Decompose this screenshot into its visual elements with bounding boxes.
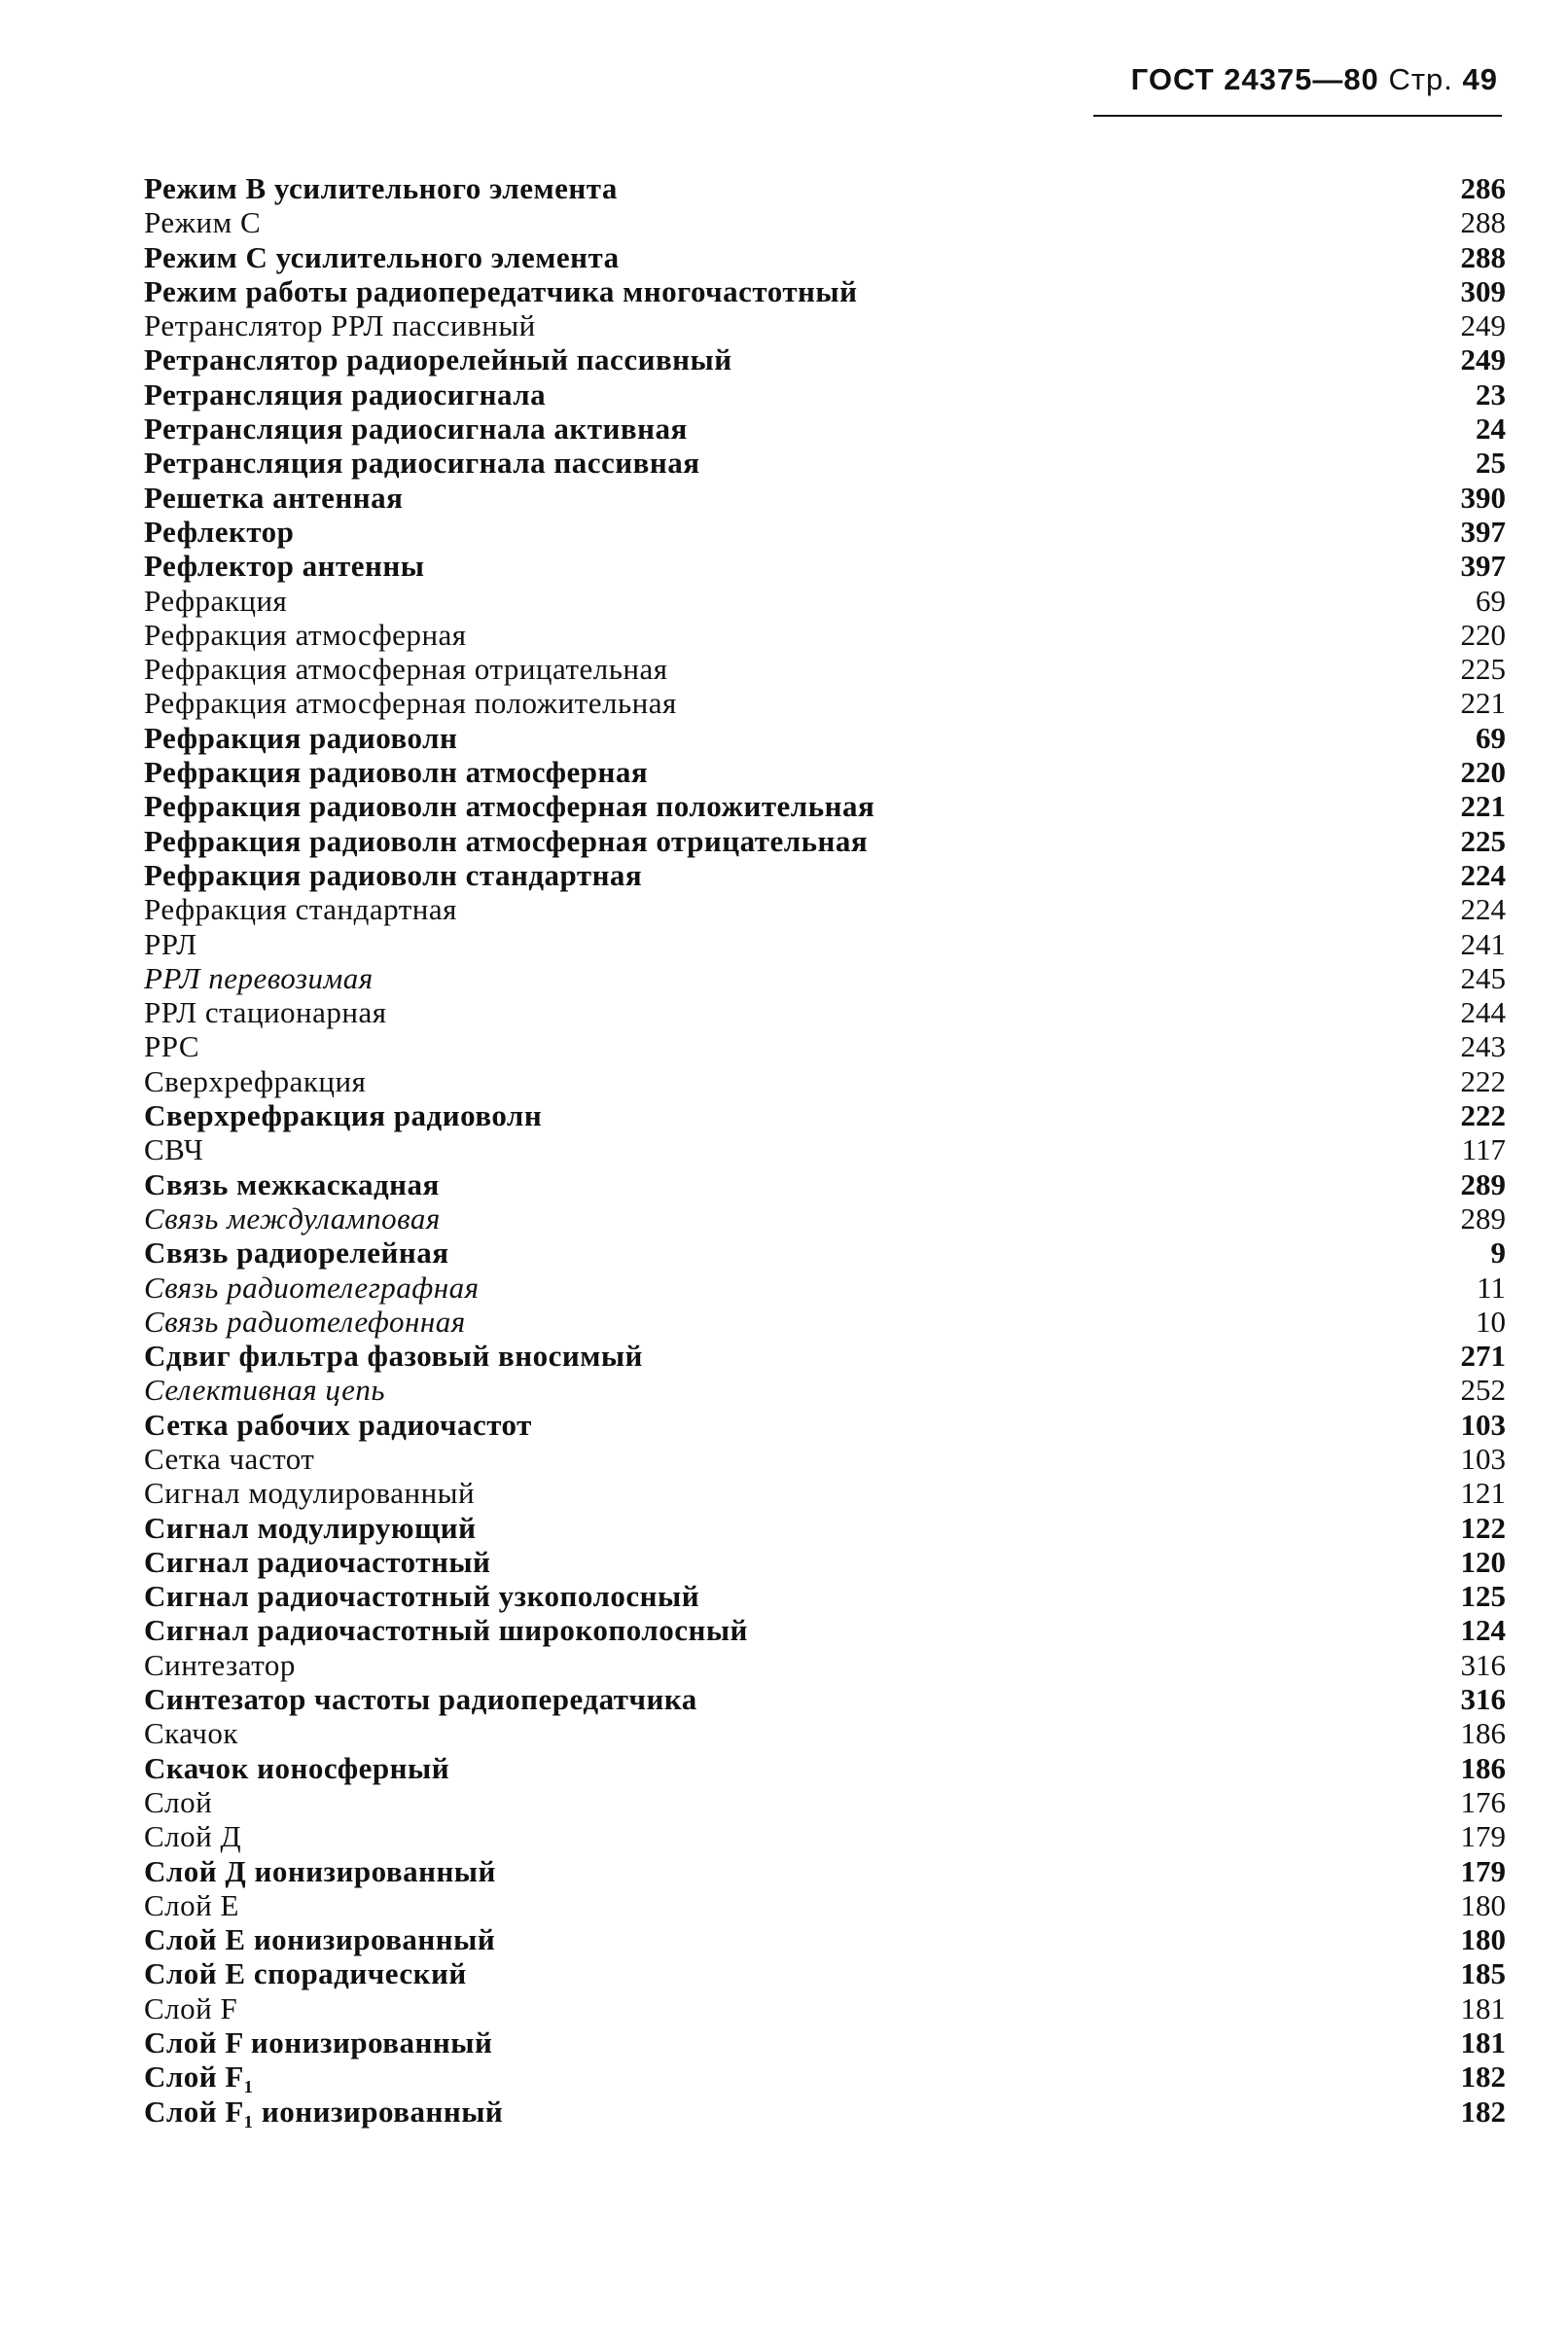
index-page-number: 249 (1460, 342, 1506, 377)
index-entry (144, 1408, 1506, 1442)
index-entry (144, 858, 1506, 892)
index-page-number: 124 (1460, 1613, 1506, 1648)
index-term: РРЛ (144, 926, 197, 961)
index-page-number: 221 (1460, 686, 1506, 721)
index-term: Ретрансляция радиосигнала пассивная (144, 446, 700, 481)
index-entry (144, 995, 1506, 1029)
index-page-number: 11 (1477, 1270, 1506, 1305)
index-entry (144, 1888, 1506, 1922)
index-page-number: 286 (1460, 171, 1506, 205)
index-page-number: 180 (1460, 1922, 1506, 1957)
index-term: Сигнал радиочастотный широкополосный (144, 1613, 748, 1648)
index-term: Слой F ионизированный (144, 2025, 493, 2060)
index-page-number: 225 (1460, 823, 1506, 858)
index-term: Рефракция атмосферная положительная (144, 686, 677, 721)
index-term: Связь междуламповая (144, 1200, 441, 1236)
index-page-number: 288 (1460, 205, 1506, 240)
index-page-number: 25 (1476, 446, 1506, 481)
index-entry (144, 2095, 1506, 2129)
index-page-number: 397 (1460, 514, 1506, 549)
index-page-number: 225 (1460, 652, 1506, 687)
index-page-number: 316 (1460, 1682, 1506, 1717)
index-entry (144, 1682, 1506, 1716)
index-term: Рефракция атмосферная отрицательная (144, 652, 668, 687)
index-entry (144, 412, 1506, 446)
index-page-number: 186 (1460, 1750, 1506, 1785)
index-entry (144, 1579, 1506, 1613)
index-entry (144, 1167, 1506, 1201)
index-term: Рефракция радиоволн атмосферная (144, 755, 649, 790)
index-term: Рефракция атмосферная (144, 617, 467, 652)
index-entry (144, 1956, 1506, 1990)
index-page-number: 390 (1460, 480, 1506, 515)
index-page-number: 10 (1476, 1304, 1506, 1339)
index-term: Сигнал радиочастотный (144, 1544, 491, 1579)
index-term: Сигнал радиочастотный узкополосный (144, 1579, 700, 1614)
index-page-number: 288 (1460, 239, 1506, 274)
index-term: Сетка частот (144, 1441, 315, 1476)
index-entry (144, 1613, 1506, 1647)
index-term: Связь межкаскадная (144, 1166, 440, 1201)
index-term: Режим В усилительного элемента (144, 171, 618, 205)
index-term: СВЧ (144, 1132, 204, 1167)
index-page-number: 245 (1460, 960, 1506, 995)
index-entry (144, 1476, 1506, 1510)
index-page-number: 103 (1460, 1407, 1506, 1442)
index-term: Слой Д (144, 1819, 242, 1854)
index-term: Сверхрефракция (144, 1063, 367, 1098)
index-entry (144, 1819, 1506, 1853)
index-term: Режим С усилительного элемента (144, 239, 620, 274)
index-page-number: 309 (1460, 273, 1506, 308)
index-term: Сдвиг фильтра фазовый вносимый (144, 1339, 643, 1374)
index-term: Слой F₁ (144, 2059, 254, 2095)
index-entry (144, 377, 1506, 412)
index-page-number: 23 (1476, 376, 1506, 412)
index-entry (144, 1545, 1506, 1579)
index-term: Ретрансляция радиосигнала (144, 376, 547, 412)
index-entry (144, 1716, 1506, 1750)
index-page-number: 121 (1460, 1476, 1506, 1511)
index-entry (144, 308, 1506, 342)
index-page-number: 222 (1460, 1098, 1506, 1133)
index-page-number: 397 (1460, 549, 1506, 584)
index-entry (144, 1442, 1506, 1476)
term-index (144, 171, 1506, 2129)
index-page-number: 224 (1460, 892, 1506, 927)
index-term: Ретранслятор РРЛ пассивный (144, 308, 536, 343)
index-entry (144, 721, 1506, 755)
index-term: Рефракция (144, 583, 288, 618)
index-entry (144, 961, 1506, 995)
index-page-number: 289 (1460, 1200, 1506, 1236)
index-entry (144, 1373, 1506, 1407)
index-term: Решетка антенная (144, 480, 404, 515)
page-label: Стр. (1388, 62, 1453, 96)
index-entry (144, 240, 1506, 274)
index-page-number: 181 (1460, 2025, 1506, 2060)
index-page-number: 179 (1460, 1853, 1506, 1888)
index-page-number: 180 (1460, 1887, 1506, 1922)
index-entry (144, 2059, 1506, 2094)
index-entry (144, 1751, 1506, 1785)
index-term: РРЛ стационарная (144, 995, 387, 1030)
header-rule (1093, 115, 1502, 117)
index-page-number: 220 (1460, 617, 1506, 652)
index-page-number: 241 (1460, 926, 1506, 961)
index-entry (144, 618, 1506, 652)
index-term: Ретранслятор радиорелейный пассивный (144, 342, 732, 377)
index-page-number: 120 (1460, 1544, 1506, 1579)
index-term: Рефракция радиоволн атмосферная отрицательная (144, 823, 869, 858)
index-term: Связь радиотелеграфная (144, 1270, 480, 1305)
index-page-number: 103 (1460, 1441, 1506, 1476)
index-term: Связь радиотелефонная (144, 1304, 466, 1339)
index-entry (144, 1271, 1506, 1305)
index-term: РРЛ перевозимая (144, 960, 374, 995)
index-entry (144, 1098, 1506, 1132)
index-page-number: 221 (1460, 789, 1506, 824)
index-term: Ретрансляция радиосигнала активная (144, 412, 688, 447)
index-entry (144, 1922, 1506, 1956)
index-page-number: 220 (1460, 755, 1506, 790)
index-term: Слой Д ионизированный (144, 1853, 496, 1888)
index-entry (144, 171, 1506, 205)
page-header (1131, 62, 1498, 97)
index-page-number: 122 (1460, 1510, 1506, 1545)
index-page-number: 316 (1460, 1647, 1506, 1682)
index-term: Сигнал модулирующий (144, 1510, 477, 1545)
index-entry (144, 446, 1506, 480)
index-entry (144, 652, 1506, 686)
index-term: Рефракция радиоволн (144, 720, 458, 755)
index-page-number: 289 (1460, 1166, 1506, 1201)
index-page-number: 24 (1476, 412, 1506, 447)
index-page-number: 117 (1461, 1132, 1506, 1167)
index-term: Рефракция радиоволн стандартная (144, 857, 643, 892)
index-page-number: 249 (1460, 308, 1506, 343)
index-term: Сетка рабочих радиочастот (144, 1407, 532, 1442)
index-term: Слой Е спорадический (144, 1956, 467, 1991)
index-entry (144, 927, 1506, 961)
index-page-number: 182 (1460, 2059, 1506, 2095)
index-term: Рефлектор (144, 514, 295, 549)
index-entry (144, 824, 1506, 858)
index-term: Рефракция радиоволн атмосферная положительная (144, 789, 875, 824)
index-entry (144, 686, 1506, 720)
index-entry (144, 1029, 1506, 1063)
index-entry (144, 1201, 1506, 1236)
index-term: Режим С (144, 205, 262, 240)
index-page-number: 271 (1460, 1339, 1506, 1374)
index-term: Режим работы радиопередатчика многочастотный (144, 273, 858, 308)
index-page-number: 186 (1460, 1716, 1506, 1751)
index-term: Слой F₁ ионизированный (144, 2094, 504, 2129)
index-entry (144, 1339, 1506, 1373)
index-term: Скачок (144, 1716, 238, 1751)
index-entry (144, 755, 1506, 789)
index-term: Связь радиорелейная (144, 1236, 449, 1271)
index-page-number: 176 (1460, 1784, 1506, 1819)
index-term: Слой Е ионизированный (144, 1922, 496, 1957)
index-entry (144, 789, 1506, 823)
index-entry (144, 481, 1506, 515)
index-term: Скачок ионосферный (144, 1750, 450, 1785)
index-page-number: 9 (1490, 1236, 1506, 1271)
index-entry (144, 2025, 1506, 2059)
index-entry (144, 342, 1506, 376)
index-entry (144, 1064, 1506, 1098)
index-entry (144, 1511, 1506, 1545)
index-term: Селективная цепь (144, 1373, 386, 1408)
index-entry (144, 549, 1506, 583)
index-page-number: 69 (1476, 720, 1506, 755)
page-number: 49 (1462, 62, 1498, 96)
index-entry (144, 1785, 1506, 1819)
index-page-number: 243 (1460, 1029, 1506, 1064)
index-page-number: 182 (1460, 2094, 1506, 2129)
index-entry (144, 205, 1506, 239)
index-page-number: 244 (1460, 995, 1506, 1030)
index-term: Синтезатор (144, 1647, 296, 1682)
index-page-number: 252 (1460, 1373, 1506, 1408)
index-term: Слой (144, 1784, 213, 1819)
index-term: Сигнал модулированный (144, 1476, 476, 1511)
index-page-number: 222 (1460, 1063, 1506, 1098)
index-entry (144, 584, 1506, 618)
index-term: Рефлектор антенны (144, 549, 425, 584)
index-entry (144, 515, 1506, 549)
index-entry (144, 1305, 1506, 1339)
index-page-number: 185 (1460, 1956, 1506, 1991)
index-page-number: 179 (1460, 1819, 1506, 1854)
index-page-number: 224 (1460, 857, 1506, 892)
index-term: Слой Е (144, 1887, 239, 1922)
index-term: Сверхрефракция радиоволн (144, 1098, 543, 1133)
index-entry (144, 274, 1506, 308)
index-page-number: 125 (1460, 1579, 1506, 1614)
index-entry (144, 1236, 1506, 1270)
index-term: Слой F (144, 1990, 238, 2025)
index-entry (144, 1132, 1506, 1166)
index-term: Рефракция стандартная (144, 892, 457, 927)
index-page-number: 181 (1460, 1990, 1506, 2025)
index-entry (144, 1648, 1506, 1682)
standard-designation: ГОСТ 24375—80 (1130, 62, 1379, 96)
index-term: РРС (144, 1029, 200, 1064)
index-term: Синтезатор частоты радиопередатчика (144, 1682, 697, 1717)
index-entry (144, 1854, 1506, 1888)
index-page-number: 69 (1476, 583, 1506, 618)
index-entry (144, 1991, 1506, 2025)
index-entry (144, 892, 1506, 926)
